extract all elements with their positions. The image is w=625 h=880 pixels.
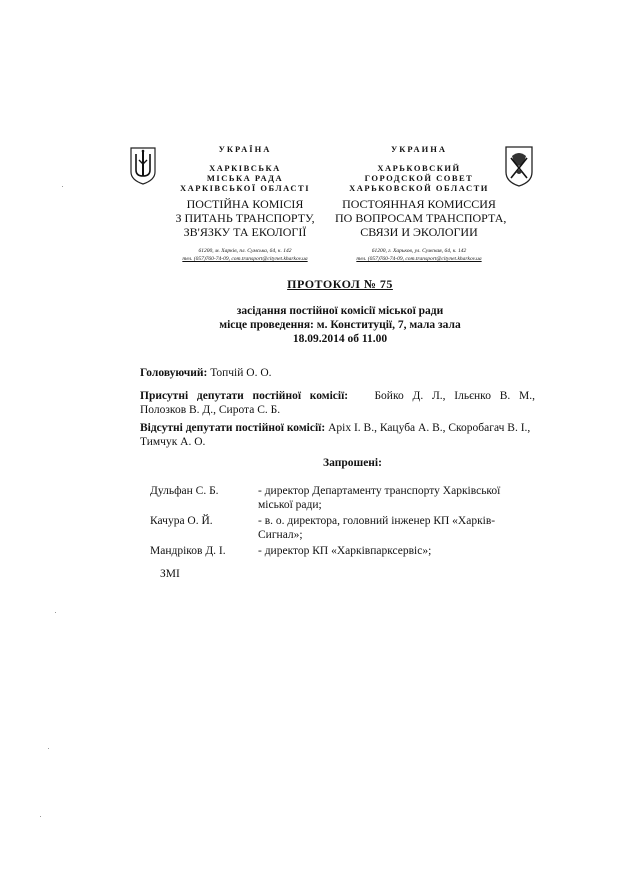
header-ukrainian — [170, 144, 320, 263]
chair-value: Топчій О. О. — [207, 367, 272, 379]
present-label: Присутні депутати постійної комісії: — [140, 390, 349, 402]
country-name-ua: УКРАЇНА — [218, 144, 272, 154]
address-line: 61200, г. Харьков, ул. Сумская, 64, к. 142 — [371, 248, 467, 254]
protocol-title-block — [0, 277, 625, 346]
invited-name: Дульфан С. Б. — [150, 485, 219, 497]
commission-line: З ПИТАНЬ ТРАНСПОРТУ, — [175, 211, 315, 225]
absent-paragraph — [140, 421, 535, 449]
council-line: ХАРКІВСЬКА — [209, 163, 281, 173]
address-ru — [335, 247, 503, 263]
scan-speck — [55, 612, 56, 613]
council-line: ХАРЬКОВСКИЙ — [377, 163, 461, 173]
address-line: 61200, м. Харків, пл. Сумська, 64, к. 142 — [198, 248, 292, 254]
absent-value: Аріх І. В., Кацуба А. В., Скоробагач В. І., — [325, 422, 531, 434]
meeting-datetime: 18.09.2014 об 11.00 — [292, 333, 388, 345]
scan-speck — [48, 748, 49, 749]
meeting-line: засідання постійної комісії міської ради — [236, 305, 444, 317]
council-line: ХАРКІВСЬКОЇ ОБЛАСТІ — [179, 183, 311, 193]
commission-line: СВЯЗИ И ЭКОЛОГИИ — [360, 225, 478, 239]
commission-line: ПОСТІЙНА КОМІСІЯ — [186, 197, 304, 211]
media-label: ЗМІ — [160, 568, 180, 580]
meeting-location: місце проведення: м. Конституції, 7, мала зала — [219, 319, 461, 331]
meeting-info — [55, 304, 625, 346]
council-line: МІСЬКА РАДА — [206, 173, 284, 183]
trident-emblem-icon — [128, 146, 158, 186]
absent-label: Відсутні депутати постійної комісії: — [140, 422, 326, 434]
contact-line: тел. (057)760-74-09, com.transport@citynet.kharkov.ua — [356, 256, 482, 262]
present-line-1 — [140, 389, 535, 403]
commission-line: ЗВ'ЯЗКУ ТА ЕКОЛОГІЇ — [183, 225, 307, 239]
header-russian — [335, 144, 507, 263]
commission-name-ua — [170, 197, 320, 239]
absent-line-2: Тимчук А. О. — [140, 436, 206, 448]
address-ua — [170, 247, 320, 263]
invited-role: - в. о. директора, головний інженер КП «Харків-Сигнал»; — [258, 515, 496, 541]
invited-role: - директор Департаменту транспорту Харківської міської ради; — [258, 485, 501, 511]
commission-line: ПО ВОПРОСАМ ТРАНСПОРТА, — [335, 211, 507, 225]
invited-name: Мандріков Д. І. — [150, 545, 226, 557]
commission-name-ru — [335, 197, 507, 239]
scan-speck — [62, 186, 63, 187]
protocol-title: ПРОТОКОЛ № 75 — [287, 277, 393, 291]
present-line-2: Полозков В. Д., Сирота С. Б. — [140, 404, 281, 416]
chair-label: Головуючий: — [140, 367, 208, 379]
council-line: ХАРЬКОВСКОЙ ОБЛАСТИ — [349, 183, 489, 193]
contact-line: тел. (057)760-74-09, com.transport@citynet.kharkov.ua — [182, 256, 308, 262]
council-line: ГОРОДСКОЙ СОВЕТ — [364, 173, 474, 183]
commission-line: ПОСТОЯННАЯ КОМИССИЯ — [342, 197, 496, 211]
council-name-ua — [170, 163, 320, 193]
present-value: Бойко Д. Л., Ільєнко В. М., — [374, 390, 535, 402]
scan-speck — [40, 816, 41, 817]
invited-heading: Запрошені: — [323, 457, 382, 469]
invited-role: - директор КП «Харківпарксервіс»; — [258, 545, 432, 557]
council-name-ru — [335, 163, 503, 193]
absent-line-1 — [140, 421, 535, 435]
invited-name: Качура О. Й. — [150, 515, 213, 527]
present-paragraph — [140, 389, 535, 417]
chair-paragraph — [140, 366, 535, 380]
kharkiv-coat-of-arms-icon — [502, 144, 536, 188]
country-name-ru: УКРАИНА — [390, 144, 447, 154]
